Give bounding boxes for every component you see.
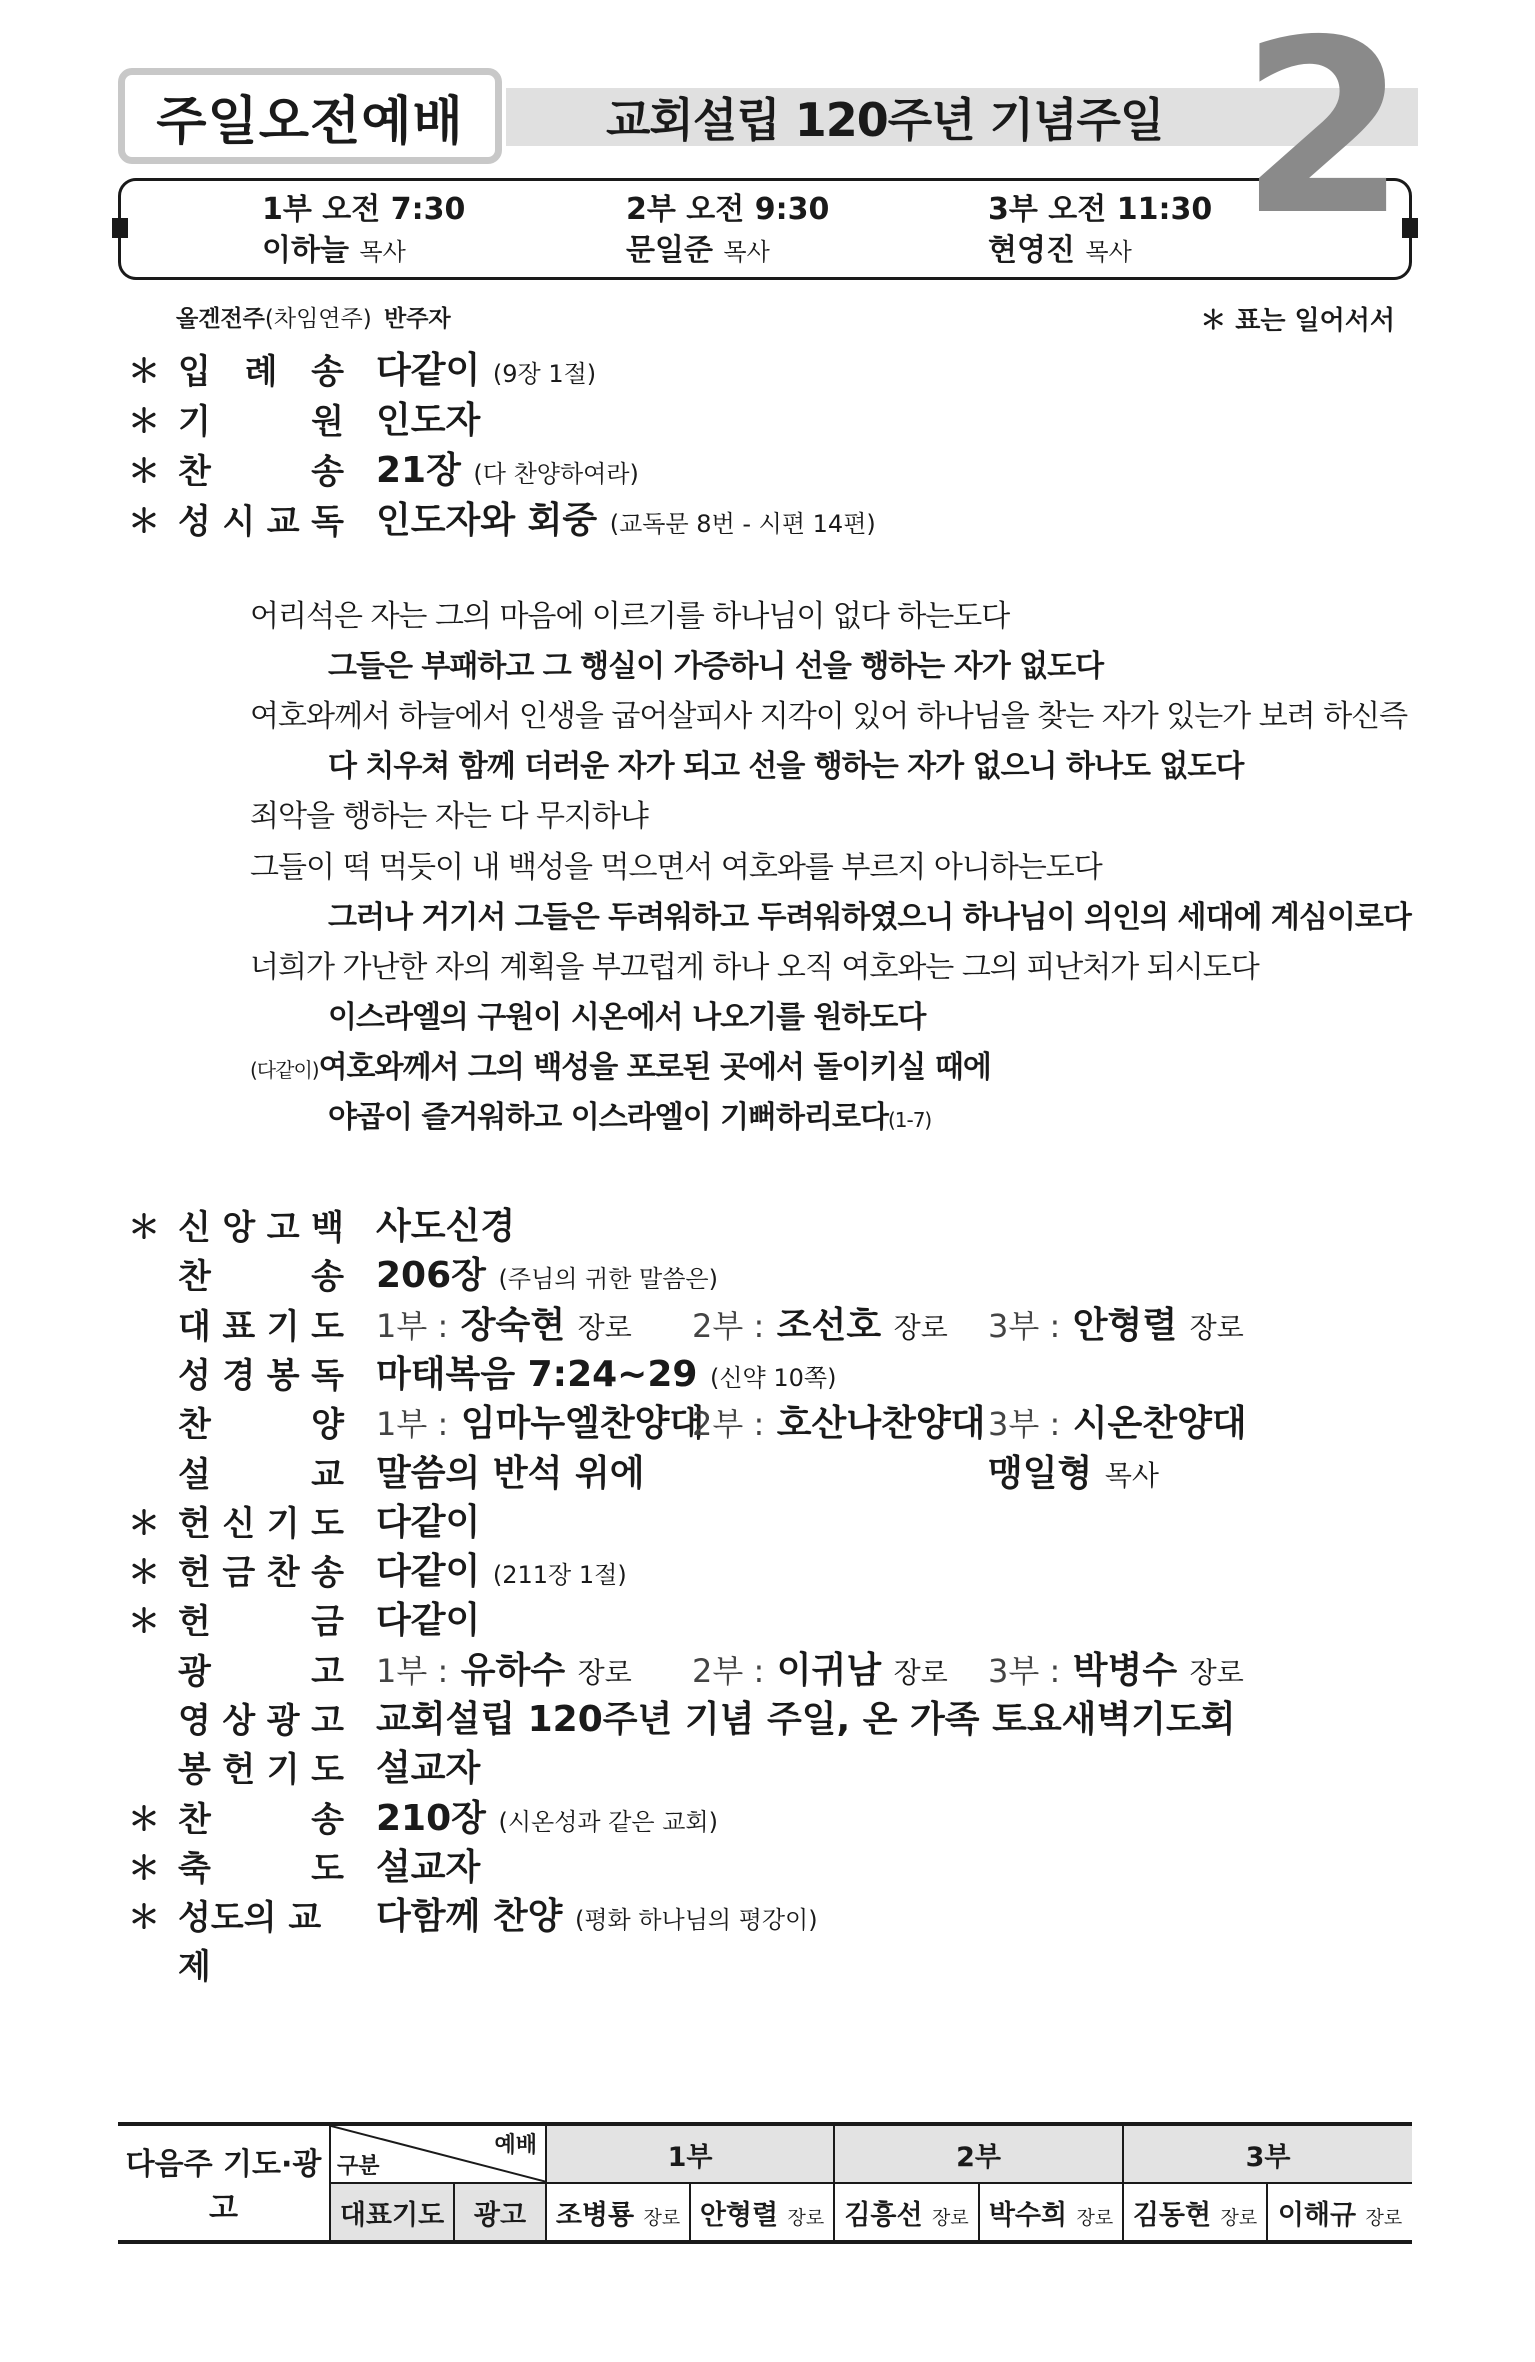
- order-item-label: [178, 1742, 344, 1791]
- order-item-value-text: 인도자와 회중: [376, 500, 598, 541]
- order-item-detail: (9장 1절): [492, 360, 597, 388]
- order-item-detail: (신약 10쪽): [710, 1363, 837, 1392]
- banner-text: 교회설립 120주년 기념주일: [606, 93, 1164, 147]
- standing-marker: ＊: [128, 1898, 161, 1937]
- order-item-value: [376, 1247, 718, 1298]
- table-header-service-3: 3부: [1123, 2124, 1412, 2183]
- order-item-label-char: 고: [266, 1208, 300, 1248]
- standing-marker: ＊: [128, 352, 161, 390]
- order-item: [0, 342, 1535, 390]
- order-item-label-char: 송: [311, 1553, 344, 1594]
- reading-leader-line: 너희가 가난한 자의 계획을 부끄럽게 하나 오직 여호와는 그의 피난처가 되시도다: [250, 949, 1259, 985]
- reading-congregation-line: 그들은 부패하고 그 행실이 가증하니 선을 행하는 자가 없도다: [328, 649, 1104, 685]
- order-item-label: [178, 1644, 344, 1693]
- order-item: [0, 442, 1535, 490]
- order-item-value: [376, 1790, 718, 1841]
- order-item-label-char: 상: [222, 1701, 256, 1741]
- order-item-label: [178, 494, 344, 543]
- assignee-name: 조선호: [776, 1304, 882, 1346]
- order-item-label: [178, 1249, 344, 1298]
- reading-congregation-line: 이스라엘의 구원이 시온에서 나오기를 원하도다: [328, 999, 926, 1035]
- organ-prelude-note: 올겐전주(차임연주): [176, 306, 372, 332]
- order-item-value-text: 210장: [376, 1797, 486, 1839]
- order-item-label-char: 교: [266, 502, 300, 542]
- minister-role: 목사: [723, 238, 770, 266]
- service-prefix: 3부 :: [988, 1405, 1061, 1444]
- order-item-label: [178, 1545, 344, 1594]
- order-item-value-text: 다함께 찬양: [376, 1896, 563, 1938]
- order-item-value-text: 21장: [376, 450, 461, 491]
- assignee-role: 장로: [1189, 1655, 1244, 1689]
- table-cell-person: 김흥선 장로: [834, 2183, 979, 2242]
- minister-role: 목사: [1085, 238, 1132, 266]
- order-item-label-char: 찬: [178, 1405, 211, 1446]
- order-item-label-char: 입: [178, 352, 211, 392]
- order-item-label-char: 례: [244, 352, 278, 392]
- reading-congregation-line: 그러나 거기서 그들은 두려워하고 두려워하였으니 하나님이 의인의 세대에 계심이로다: [328, 899, 1411, 935]
- order-item-label-char: 신: [178, 1208, 211, 1248]
- order-item-label: [178, 1594, 344, 1643]
- order-item-value: [376, 1592, 480, 1643]
- order-item-label-char: 독: [311, 502, 344, 542]
- assignee-role: 장로: [1189, 1310, 1244, 1344]
- assignee-name: 시온찬양대: [1072, 1403, 1247, 1445]
- order-item-assignee: [376, 1297, 632, 1348]
- standing-marker: ＊: [128, 1553, 161, 1592]
- order-item: [0, 1297, 1535, 1345]
- order-item-label-char: 봉: [178, 1750, 211, 1791]
- order-item-label-char: 고: [311, 1651, 344, 1692]
- table-cell-person: 이해규 장로: [1267, 2183, 1412, 2242]
- order-item-detail: (다 찬양하여라): [473, 460, 639, 488]
- row-label-announcement: 광고: [454, 2183, 546, 2242]
- assignee-name: 맹일형: [988, 1452, 1093, 1494]
- order-item: [0, 1839, 1535, 1887]
- order-item-label: [178, 1348, 344, 1397]
- order-item-label-char: 금: [311, 1602, 344, 1643]
- standing-marker: ＊: [128, 502, 161, 540]
- order-item-value-text: 설교자: [376, 1748, 481, 1790]
- corner-label-category: 구분: [337, 2154, 380, 2179]
- order-item-value-text: 다같이: [376, 1600, 481, 1642]
- standing-note: ＊ 표는 일어서서: [1200, 306, 1395, 336]
- order-item-label-char: 찬: [178, 1257, 211, 1298]
- order-item-value: [376, 1543, 627, 1594]
- assignee-name: 박병수: [1072, 1649, 1178, 1691]
- order-item-label-char: 고: [311, 1701, 344, 1741]
- order-item-value-text: 말씀의 반석 위에: [376, 1452, 645, 1494]
- order-item: [0, 492, 1535, 540]
- order-item-value-text: 사도신경: [376, 1206, 516, 1247]
- order-item-label-char: 도: [311, 1306, 344, 1347]
- order-item-detail: (평화 하나님의 평강이): [574, 1906, 818, 1935]
- order-item-value-text: 다같이: [376, 1501, 481, 1543]
- service-time: 3부 오전 11:30: [988, 192, 1213, 227]
- service-time: 2부 오전 9:30: [626, 192, 830, 227]
- minister-name: 문일준: [626, 233, 713, 268]
- order-item: [0, 392, 1535, 440]
- assignee-name: 장숙현: [460, 1304, 566, 1346]
- order-item-assignee: [692, 1642, 948, 1693]
- service-1: [262, 190, 465, 273]
- order-item-value: [376, 1888, 818, 1939]
- standing-marker: ＊: [128, 452, 161, 490]
- corner-label-service: 예배: [494, 2133, 537, 2158]
- reading-final-line-1: (다같이)여호와께서 그의 백성을 포로된 곳에서 돌이키실 때에: [250, 1050, 991, 1085]
- order-item-label-char: 광: [266, 1701, 300, 1741]
- order-item-label-char: 광: [178, 1651, 211, 1692]
- standing-marker: ＊: [128, 1503, 161, 1542]
- standing-marker: ＊: [128, 1848, 161, 1887]
- order-item-label: [178, 1890, 344, 1988]
- order-item-value-text: 206장: [376, 1255, 486, 1297]
- order-item-value: [376, 392, 480, 443]
- order-item-value-text: 마태복음 7:24~29: [376, 1353, 698, 1395]
- reading-leader-line: 죄악을 행하는 자는 다 무지하냐: [250, 799, 648, 835]
- order-item: [0, 1346, 1535, 1394]
- service-2: [626, 190, 829, 273]
- standing-marker: ＊: [128, 402, 161, 440]
- box-tab-left: [112, 218, 128, 238]
- order-item-assignee: [988, 1642, 1244, 1693]
- order-item-label-char: 기: [178, 402, 211, 442]
- order-item: [0, 1642, 1535, 1690]
- order-item-assignee: [376, 1395, 704, 1446]
- reading-congregation-line: 다 치우쳐 함께 더러운 자가 되고 선을 행하는 자가 없으니 하나도 없도다: [328, 749, 1244, 785]
- order-item-label: [178, 1200, 344, 1249]
- page-number: 2: [1240, 0, 1401, 268]
- assignee-role: 장로: [577, 1655, 632, 1689]
- order-item-value: [376, 1346, 836, 1397]
- order-item-value: [376, 1691, 1236, 1742]
- order-item-label-char: 도: [311, 1503, 344, 1544]
- order-item-label-char: 독: [311, 1355, 344, 1396]
- order-item-label-char: 헌: [178, 1553, 211, 1594]
- order-item-label-char: 백: [311, 1208, 344, 1248]
- order-item-label: [178, 1299, 344, 1348]
- minister-name: 이하늘: [262, 233, 349, 268]
- assignee-role: 장로: [893, 1655, 948, 1689]
- order-item-label-char: 영: [178, 1701, 211, 1741]
- order-item-label-char: 교: [311, 1454, 344, 1495]
- order-item-label-char: 송: [311, 452, 344, 492]
- service-title: 주일오전예배: [118, 68, 502, 164]
- order-item-label-char: 성: [178, 1355, 211, 1396]
- table-corner: [330, 2124, 546, 2183]
- service-prefix: 3부 :: [988, 1651, 1061, 1690]
- order-item-label-char: 원: [311, 402, 344, 442]
- order-item-assignee: [988, 1395, 1247, 1446]
- order-item-detail: (시온성과 같은 교회): [498, 1807, 718, 1836]
- service-prefix: 1부 :: [376, 1405, 449, 1444]
- order-item-label-char: 찬: [266, 1553, 300, 1594]
- order-item-label-char: 도: [311, 1848, 344, 1889]
- order-item-label: [178, 1496, 344, 1545]
- minister-role: 목사: [359, 238, 406, 266]
- order-item-label-char: 양: [311, 1405, 344, 1446]
- order-item: [0, 1445, 1535, 1493]
- order-item-label-char: 찬: [178, 452, 211, 492]
- order-item-label-char: 앙: [222, 1208, 256, 1248]
- order-item-label-char: 신: [222, 1503, 256, 1544]
- assignee-role: 장로: [893, 1310, 948, 1344]
- order-item-label-char: 기: [266, 1306, 300, 1347]
- order-item-assignee: [692, 1395, 985, 1446]
- order-item-label-char: 성: [178, 502, 211, 542]
- service-prefix: 2부 :: [692, 1405, 765, 1444]
- order-item-label-char: 송: [311, 1257, 344, 1298]
- order-item-label-char: 표: [222, 1306, 256, 1347]
- service-prefix: 2부 :: [692, 1306, 765, 1345]
- order-item-label-char: 헌: [178, 1602, 211, 1643]
- box-tab-right: [1402, 218, 1418, 238]
- order-item: [0, 1888, 1535, 1988]
- order-item-label-char: 성도의 교제: [178, 1898, 322, 1988]
- service-time: 1부 오전 7:30: [262, 192, 466, 227]
- order-item-label: [178, 1693, 344, 1742]
- minister-name: 현영진: [988, 233, 1075, 268]
- order-item-label: [178, 1397, 344, 1446]
- order-item-value: [376, 342, 596, 393]
- order-item-label: [178, 1841, 344, 1890]
- order-item-label: [178, 394, 344, 443]
- order-item: [0, 1198, 1535, 1246]
- table-cell-person: 김동현 장로: [1123, 2183, 1267, 2242]
- reading-leader-line: 그들이 떡 먹듯이 내 백성을 먹으면서 여호와를 부르지 아니하는도다: [250, 849, 1102, 885]
- order-item: [0, 1494, 1535, 1542]
- order-item-label-char: 축: [178, 1848, 211, 1889]
- table-cell-person: 조병룡 장로: [546, 2183, 690, 2242]
- service-prefix: 1부 :: [376, 1306, 449, 1345]
- standing-marker: ＊: [128, 1208, 161, 1246]
- assignee-role: 장로: [577, 1310, 632, 1344]
- order-item-label-char: 봉: [266, 1355, 300, 1396]
- order-item-label: [178, 1792, 344, 1841]
- order-item-value: [376, 492, 876, 543]
- accompanist-note: 반주자: [384, 306, 451, 332]
- order-item-label: [178, 1447, 344, 1496]
- table-header-service-2: 2부: [834, 2124, 1123, 2183]
- row-label-prayer: 대표기도: [330, 2183, 454, 2242]
- order-item-label-char: 헌: [178, 1503, 211, 1544]
- order-item-label-char: 송: [311, 352, 344, 392]
- assignee-name: 이귀남: [776, 1649, 882, 1691]
- order-item-label-char: 시: [222, 502, 256, 542]
- order-item-assignee: [376, 1642, 632, 1693]
- service-prefix: 1부 :: [376, 1651, 449, 1690]
- order-item-detail: (교독문 8번 - 시편 14편): [609, 510, 876, 538]
- order-item-label-char: 금: [222, 1553, 256, 1594]
- assignee-name: 안형렬: [1072, 1304, 1178, 1346]
- order-item: [0, 1740, 1535, 1791]
- order-item: [0, 1395, 1535, 1446]
- order-item-value-text: 설교자: [376, 1846, 481, 1888]
- order-item-label: [178, 444, 344, 493]
- order-item-label-char: 기: [266, 1750, 300, 1791]
- reading-leader-line: 어리석은 자는 그의 마음에 이르기를 하나님이 없다 하는도다: [250, 599, 1010, 634]
- order-item: [0, 1247, 1535, 1298]
- order-item-label-char: 송: [311, 1799, 344, 1840]
- order-item-label-char: 설: [178, 1454, 211, 1495]
- assignee-role: 목사: [1104, 1458, 1159, 1492]
- table-header-service-1: 1부: [546, 2124, 834, 2183]
- order-item-label-char: 도: [311, 1750, 344, 1791]
- order-item-value: [376, 1198, 515, 1249]
- next-week-title: 다음주 기도·광고: [118, 2124, 330, 2242]
- order-item-value: [376, 1839, 480, 1890]
- order-item-label-char: 기: [266, 1503, 300, 1544]
- assignee-name: 호산나찬양대: [776, 1403, 986, 1445]
- order-item: [0, 1592, 1535, 1643]
- order-item-label-char: 대: [178, 1306, 211, 1347]
- reading-final-line-2: 야곱이 즐거워하고 이스라엘이 기뻐하리로다(1-7): [328, 1100, 932, 1135]
- order-item-assignee: [692, 1297, 948, 1348]
- assignee-name: 임마누엘찬양대: [460, 1403, 705, 1445]
- order-item-value-text: 교회설립 120주년 기념 주일, 온 가족 토요새벽기도회: [376, 1699, 1236, 1740]
- order-item-value-text: 다같이: [376, 1551, 481, 1593]
- next-week-table: [118, 2122, 1412, 2244]
- table-cell-person: 박수희 장로: [979, 2183, 1123, 2242]
- order-item-assignee: [988, 1297, 1244, 1348]
- order-item-value-text: 다같이: [376, 350, 481, 391]
- order-item-detail: (주님의 귀한 말씀은): [498, 1265, 718, 1294]
- reading-leader-line: 여호와께서 하늘에서 인생을 굽어살피사 지각이 있어 하나님을 찾는 자가 있는가 보려 하신즉: [250, 699, 1408, 735]
- order-item: [0, 1790, 1535, 1838]
- service-prefix: 2부 :: [692, 1651, 765, 1690]
- order-item: [0, 1691, 1535, 1739]
- order-item-assignee: [988, 1445, 1159, 1496]
- service-prefix: 3부 :: [988, 1306, 1061, 1345]
- order-item-value: [376, 1494, 480, 1545]
- service-3: [988, 190, 1212, 273]
- order-item-label-char: 경: [222, 1355, 256, 1396]
- order-item: [0, 1543, 1535, 1594]
- order-item-label-char: 찬: [178, 1799, 211, 1840]
- assignee-name: 유하수: [460, 1649, 566, 1691]
- order-item-value: [376, 1445, 645, 1496]
- order-item-value: [376, 1740, 480, 1791]
- order-item-value: [376, 442, 639, 493]
- order-item-label-char: 헌: [222, 1750, 256, 1791]
- order-item-label: [178, 344, 344, 393]
- standing-marker: ＊: [128, 1602, 161, 1641]
- table-cell-person: 안형렬 장로: [690, 2183, 834, 2242]
- order-item-detail: (211장 1절): [492, 1561, 627, 1590]
- order-item-value-text: 인도자: [376, 400, 481, 441]
- standing-marker: ＊: [128, 1799, 161, 1838]
